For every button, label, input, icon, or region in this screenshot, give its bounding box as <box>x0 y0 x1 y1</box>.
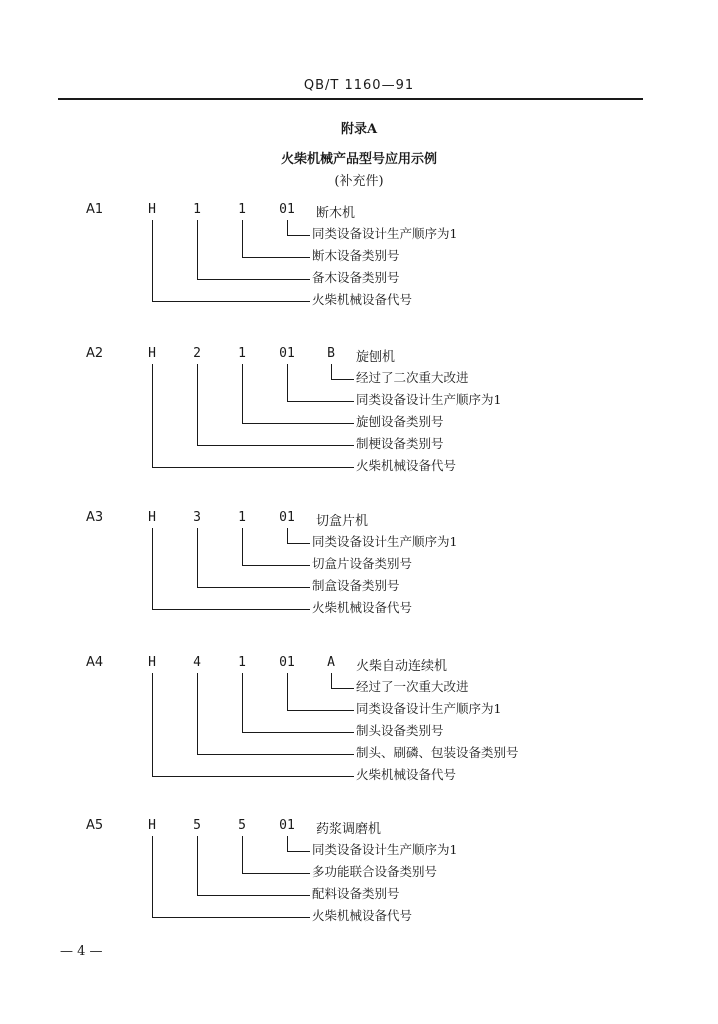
code-description: 多功能联合设备类别号 <box>312 864 438 879</box>
connector-vertical <box>152 220 153 301</box>
example-a3 <box>0 510 718 660</box>
example-a5 <box>0 818 718 968</box>
connector-vertical <box>152 364 153 467</box>
code-segment: 01 <box>279 818 295 833</box>
connector-vertical <box>152 673 153 776</box>
machine-name: 火柴自动连续机 <box>356 659 448 674</box>
code-segment: H <box>148 346 156 361</box>
code-description: 同类设备设计生产顺序为1 <box>312 534 458 549</box>
code-description: 火柴机械设备代号 <box>312 908 413 923</box>
connector-horizontal <box>152 917 310 918</box>
connector-horizontal <box>331 379 354 380</box>
code-segment: H <box>148 202 156 217</box>
code-description: 同类设备设计生产顺序为1 <box>312 842 458 857</box>
machine-name: 切盒片机 <box>316 514 369 529</box>
connector-vertical <box>152 528 153 609</box>
code-segment: 01 <box>279 202 295 217</box>
connector-horizontal <box>197 445 354 446</box>
appendix-title: 附录A <box>340 122 378 137</box>
code-description: 火柴机械设备代号 <box>356 767 457 782</box>
header-rule <box>58 98 643 100</box>
code-description: 制头设备类别号 <box>356 723 444 738</box>
code-description: 火柴机械设备代号 <box>312 600 413 615</box>
code-segment: 1 <box>238 202 246 217</box>
code-description: 经过了一次重大改进 <box>356 679 469 694</box>
code-description: 旋刨设备类别号 <box>356 414 444 429</box>
document-title: 火柴机械产品型号应用示例 <box>280 152 437 167</box>
connector-vertical <box>242 364 243 423</box>
example-label: A2 <box>86 346 104 361</box>
connector-horizontal <box>152 467 354 468</box>
code-segment: 5 <box>193 818 201 833</box>
example-label: A1 <box>86 202 104 217</box>
code-segment: 5 <box>238 818 246 833</box>
page-number: — 4 — <box>60 944 103 959</box>
code-segment: H <box>148 655 156 670</box>
connector-horizontal <box>152 301 310 302</box>
connector-horizontal <box>242 873 310 874</box>
connector-vertical <box>242 528 243 565</box>
code-description: 同类设备设计生产顺序为1 <box>356 392 502 407</box>
code-segment: H <box>148 818 156 833</box>
machine-name: 断木机 <box>316 206 356 221</box>
code-segment: 1 <box>238 510 246 525</box>
code-description: 同类设备设计生产顺序为1 <box>312 226 458 241</box>
document-subtitle: (补充件) <box>334 174 384 189</box>
example-a4 <box>0 655 718 805</box>
machine-name: 药浆调磨机 <box>316 822 382 837</box>
connector-horizontal <box>287 401 354 402</box>
connector-horizontal <box>242 565 310 566</box>
connector-horizontal <box>197 754 354 755</box>
code-segment: 2 <box>193 346 201 361</box>
connector-vertical <box>152 836 153 917</box>
code-segment: 01 <box>279 655 295 670</box>
connector-vertical <box>287 528 288 543</box>
connector-vertical <box>287 364 288 401</box>
example-a2 <box>0 346 718 496</box>
connector-horizontal <box>287 710 354 711</box>
code-description: 经过了二次重大改进 <box>356 370 469 385</box>
code-segment: 1 <box>238 346 246 361</box>
connector-horizontal <box>197 895 310 896</box>
connector-horizontal <box>152 776 354 777</box>
code-description: 火柴机械设备代号 <box>312 292 413 307</box>
code-segment: A <box>327 655 335 670</box>
code-description: 同类设备设计生产顺序为1 <box>356 701 502 716</box>
code-description: 备木设备类别号 <box>312 270 400 285</box>
example-label: A4 <box>86 655 104 670</box>
connector-vertical <box>331 673 332 688</box>
code-segment: 01 <box>279 510 295 525</box>
connector-horizontal <box>242 732 354 733</box>
connector-vertical <box>287 836 288 851</box>
connector-vertical <box>197 364 198 445</box>
code-description: 配料设备类别号 <box>312 886 400 901</box>
code-description: 制梗设备类别号 <box>356 436 444 451</box>
code-segment: 3 <box>193 510 201 525</box>
code-segment: 01 <box>279 346 295 361</box>
connector-vertical <box>287 220 288 235</box>
code-description: 制头、刷磷、包装设备类别号 <box>356 745 519 760</box>
code-description: 切盒片设备类别号 <box>312 556 413 571</box>
connector-vertical <box>197 220 198 279</box>
example-label: A3 <box>86 510 104 525</box>
connector-vertical <box>197 528 198 587</box>
connector-horizontal <box>287 851 310 852</box>
connector-horizontal <box>197 587 310 588</box>
code-segment: H <box>148 510 156 525</box>
standard-code: QB/T 1160—91 <box>303 78 415 93</box>
example-label: A5 <box>86 818 104 833</box>
machine-name: 旋刨机 <box>356 350 396 365</box>
connector-vertical <box>331 364 332 379</box>
connector-vertical <box>197 836 198 895</box>
code-description: 制盒设备类别号 <box>312 578 400 593</box>
code-segment: 1 <box>193 202 201 217</box>
example-a1 <box>0 202 718 352</box>
connector-vertical <box>242 673 243 732</box>
connector-horizontal <box>152 609 310 610</box>
connector-vertical <box>242 836 243 873</box>
connector-horizontal <box>242 423 354 424</box>
connector-horizontal <box>242 257 310 258</box>
code-segment: 4 <box>193 655 201 670</box>
connector-vertical <box>197 673 198 754</box>
connector-horizontal <box>287 235 310 236</box>
connector-horizontal <box>287 543 310 544</box>
code-segment: 1 <box>238 655 246 670</box>
connector-horizontal <box>197 279 310 280</box>
code-description: 火柴机械设备代号 <box>356 458 457 473</box>
connector-vertical <box>242 220 243 257</box>
connector-horizontal <box>331 688 354 689</box>
code-description: 断木设备类别号 <box>312 248 400 263</box>
connector-vertical <box>287 673 288 710</box>
code-segment: B <box>327 346 335 361</box>
